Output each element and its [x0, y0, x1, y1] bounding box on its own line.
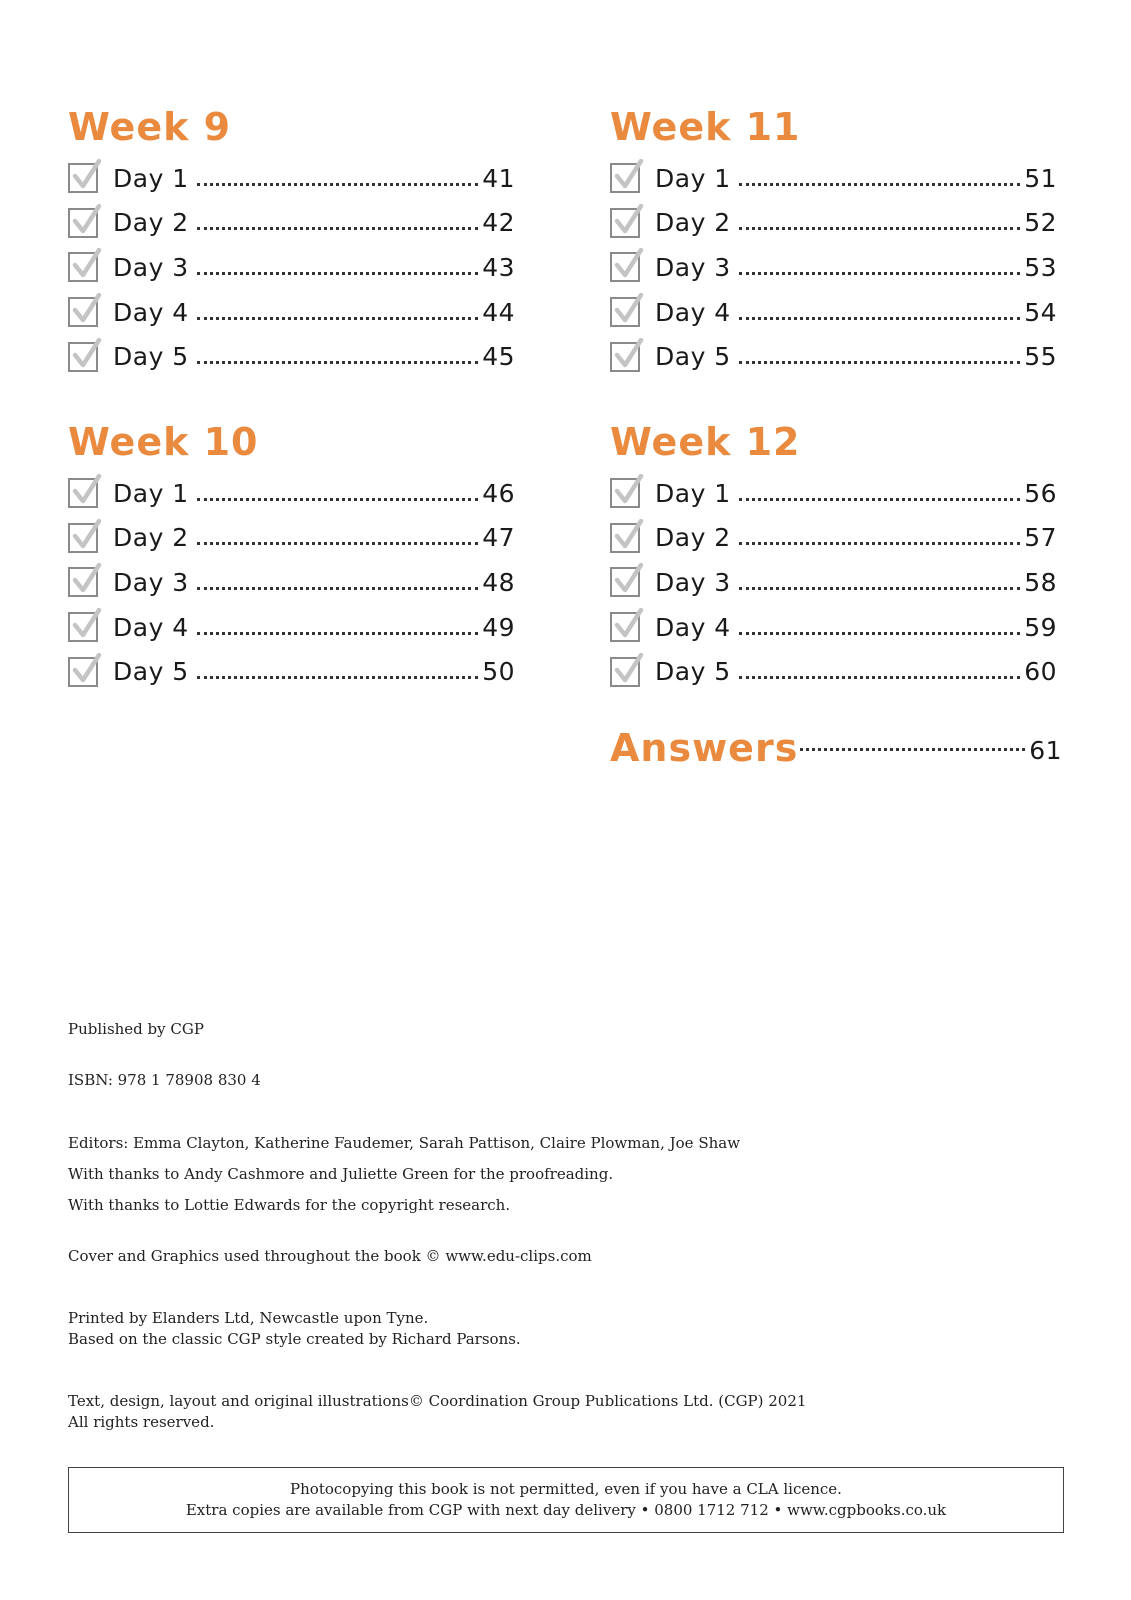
day-entry — [610, 560, 1057, 605]
dot-leader — [739, 571, 1020, 590]
tick-checkbox-icon[interactable] — [68, 612, 98, 642]
dot-leader — [197, 256, 478, 275]
day-entry — [610, 605, 1057, 650]
day-label: Day 4 — [113, 297, 189, 327]
dot-leader — [739, 482, 1020, 501]
dot-leader — [197, 345, 478, 364]
page-number: 59 — [1024, 612, 1057, 642]
dot-leader — [739, 167, 1020, 186]
page-number: 53 — [1024, 252, 1057, 282]
answers-page-number: 61 — [1029, 736, 1062, 765]
page-number: 54 — [1024, 297, 1057, 327]
publisher-line: Published by CGP — [68, 1020, 204, 1038]
page-number: 52 — [1024, 208, 1057, 238]
page-number: 47 — [482, 523, 515, 553]
day-entry — [610, 245, 1057, 290]
page-number: 43 — [482, 252, 515, 282]
copyright-research-thanks-line: With thanks to Lottie Edwards for the copyright research. — [68, 1196, 511, 1214]
day-label: Day 5 — [113, 657, 189, 687]
page-number: 55 — [1024, 342, 1057, 372]
page-number: 60 — [1024, 657, 1057, 687]
printed-by-line: Printed by Elanders Ltd, Newcastle upon Tyne. — [68, 1309, 429, 1327]
day-label: Day 1 — [655, 478, 731, 508]
dot-leader — [739, 211, 1020, 230]
tick-checkbox-icon[interactable] — [610, 523, 640, 553]
day-label: Day 4 — [113, 612, 189, 642]
day-label: Day 3 — [655, 567, 731, 597]
day-label: Day 3 — [655, 252, 731, 282]
day-label: Day 2 — [113, 208, 189, 238]
tick-checkbox-icon[interactable] — [610, 252, 640, 282]
page-number: 42 — [482, 208, 515, 238]
day-entry — [68, 649, 515, 694]
day-entry — [68, 560, 515, 605]
page-number: 58 — [1024, 567, 1057, 597]
tick-checkbox-icon[interactable] — [610, 612, 640, 642]
tick-checkbox-icon[interactable] — [610, 567, 640, 597]
day-label: Day 5 — [113, 342, 189, 372]
day-label: Day 5 — [655, 342, 731, 372]
day-entry — [610, 516, 1057, 561]
page-number: 41 — [482, 163, 515, 193]
day-entry — [68, 245, 515, 290]
tick-checkbox-icon[interactable] — [68, 208, 98, 238]
dot-leader — [197, 526, 478, 545]
week-title: Week 9 — [68, 105, 232, 149]
week-title: Week 10 — [68, 420, 259, 464]
day-label: Day 4 — [655, 297, 731, 327]
tick-checkbox-icon[interactable] — [68, 342, 98, 372]
day-entry — [610, 290, 1057, 335]
tick-checkbox-icon[interactable] — [610, 297, 640, 327]
week-title: Week 11 — [610, 105, 801, 149]
dot-leader — [739, 660, 1020, 679]
dot-leader — [197, 301, 478, 320]
day-entry — [610, 334, 1057, 379]
proofreading-thanks-line: With thanks to Andy Cashmore and Juliette Green for the proofreading. — [68, 1165, 614, 1183]
day-label: Day 1 — [655, 163, 731, 193]
tick-checkbox-icon[interactable] — [610, 478, 640, 508]
day-label: Day 1 — [113, 478, 189, 508]
day-label: Day 4 — [655, 612, 731, 642]
day-label: Day 3 — [113, 567, 189, 597]
day-entry — [610, 471, 1057, 516]
day-entry — [610, 201, 1057, 246]
photocopy-notice-line: Photocopying this book is not permitted, even if you have a CLA licence. — [290, 1480, 842, 1498]
day-entry — [68, 290, 515, 335]
page-number: 49 — [482, 612, 515, 642]
day-entry — [68, 516, 515, 561]
editors-line: Editors: Emma Clayton, Katherine Faudemer, Sarah Pattison, Claire Plowman, Joe Shaw — [68, 1134, 741, 1152]
page-number: 45 — [482, 342, 515, 372]
day-label: Day 1 — [113, 163, 189, 193]
day-label: Day 2 — [113, 523, 189, 553]
photocopy-notice-box — [68, 1467, 1064, 1533]
day-entry — [68, 605, 515, 650]
dot-leader — [739, 345, 1020, 364]
page-number: 57 — [1024, 523, 1057, 553]
based-on-line: Based on the classic CGP style created by Richard Parsons. — [68, 1330, 521, 1348]
dot-leader — [197, 571, 478, 590]
tick-checkbox-icon[interactable] — [68, 567, 98, 597]
page-number: 51 — [1024, 163, 1057, 193]
copyright-line: Text, design, layout and original illustrations© Coordination Group Publications Ltd. (CGP) 2021 — [68, 1392, 807, 1410]
tick-checkbox-icon[interactable] — [68, 252, 98, 282]
dot-leader — [197, 167, 478, 186]
day-label: Day 2 — [655, 208, 731, 238]
dot-leader — [197, 616, 478, 635]
tick-checkbox-icon[interactable] — [610, 208, 640, 238]
tick-checkbox-icon[interactable] — [68, 478, 98, 508]
dot-leader — [197, 660, 478, 679]
day-entry — [68, 334, 515, 379]
day-entry — [68, 156, 515, 201]
week-12-section — [610, 413, 1057, 694]
dot-leader — [739, 301, 1020, 320]
dot-leader — [197, 211, 478, 230]
cover-graphics-line: Cover and Graphics used throughout the book © www.edu-clips.com — [68, 1247, 592, 1265]
page-number: 48 — [482, 567, 515, 597]
day-entry — [610, 649, 1057, 694]
tick-checkbox-icon[interactable] — [68, 523, 98, 553]
tick-checkbox-icon[interactable] — [610, 163, 640, 193]
dot-leader — [739, 256, 1020, 275]
tick-checkbox-icon[interactable] — [68, 297, 98, 327]
tick-checkbox-icon[interactable] — [610, 657, 640, 687]
dot-leader — [800, 738, 1025, 751]
week-title: Week 12 — [610, 420, 801, 464]
page-number: 44 — [482, 297, 515, 327]
page-number: 56 — [1024, 478, 1057, 508]
page-number: 50 — [482, 657, 515, 687]
day-label: Day 3 — [113, 252, 189, 282]
dot-leader — [739, 526, 1020, 545]
answers-label: Answers — [610, 726, 799, 770]
day-entry — [610, 156, 1057, 201]
isbn-line: ISBN: 978 1 78908 830 4 — [68, 1071, 261, 1089]
dot-leader — [197, 482, 478, 501]
dot-leader — [739, 616, 1020, 635]
day-label: Day 5 — [655, 657, 731, 687]
tick-checkbox-icon[interactable] — [68, 163, 98, 193]
week-9-section — [68, 98, 515, 379]
rights-line: All rights reserved. — [68, 1413, 215, 1431]
day-label: Day 2 — [655, 523, 731, 553]
week-10-section — [68, 413, 515, 694]
week-11-section — [610, 98, 1057, 379]
tick-checkbox-icon[interactable] — [610, 342, 640, 372]
page-number: 46 — [482, 478, 515, 508]
answers-entry — [610, 725, 1062, 771]
day-entry — [68, 471, 515, 516]
day-entry — [68, 201, 515, 246]
ordering-info-line: Extra copies are available from CGP with next day delivery • 0800 1712 712 • www.cgpbooks.co.uk — [185, 1501, 947, 1519]
tick-checkbox-icon[interactable] — [68, 657, 98, 687]
